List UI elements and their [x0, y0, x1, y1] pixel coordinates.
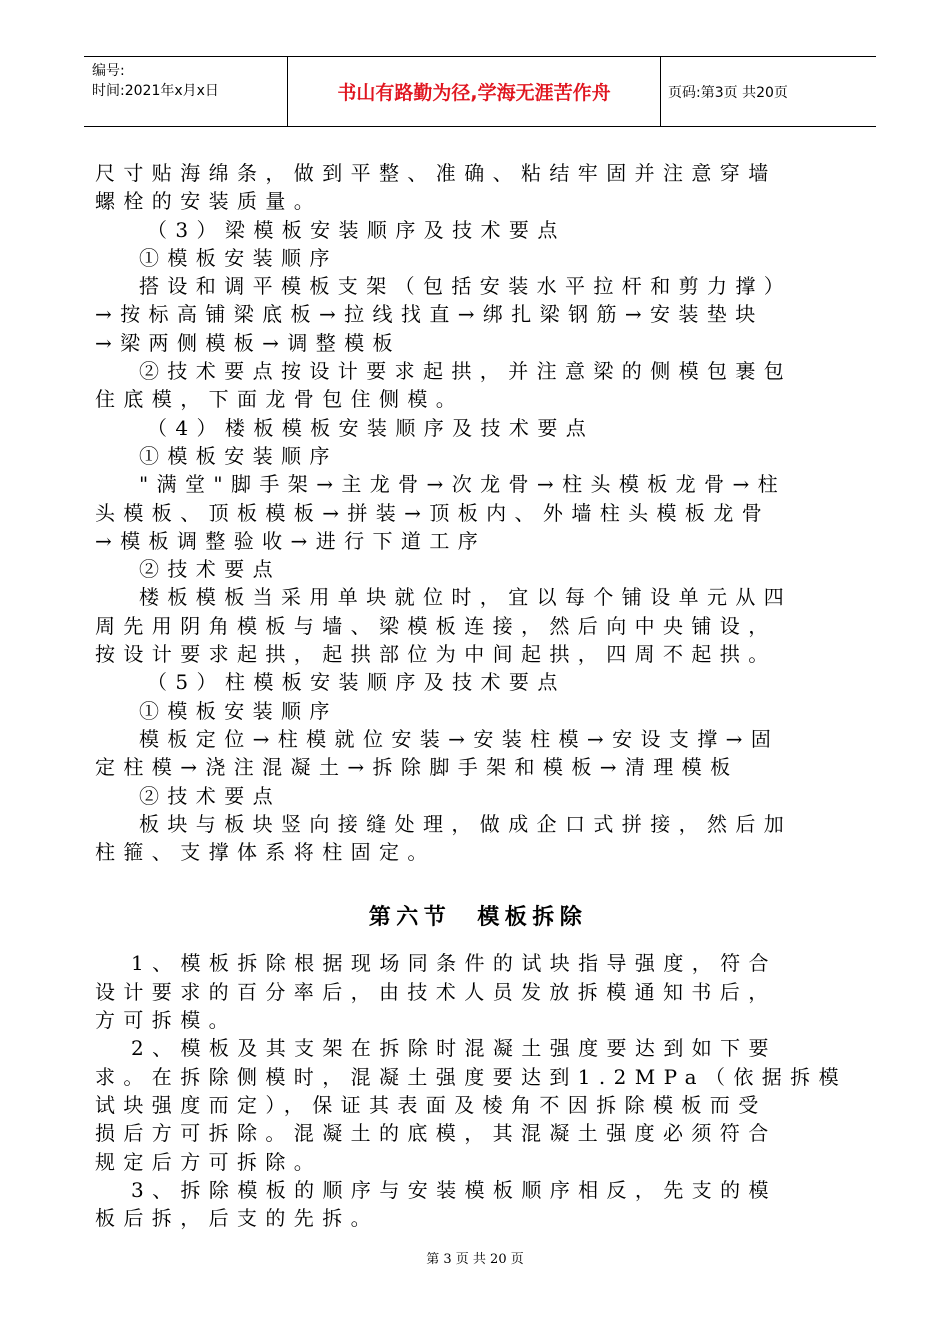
document-number-label: 编号:: [92, 63, 125, 79]
body-line: ①模板安装顺序: [139, 443, 338, 468]
body-line: 方可拆模。: [95, 1008, 237, 1033]
body-line: →模板调整验收→进行下道工序: [95, 528, 487, 553]
body-line: "满堂"脚手架→主龙骨→次龙骨→柱头模板龙骨→柱: [139, 472, 787, 497]
subsection-heading: （4）楼板模板安装顺序及技术要点: [147, 415, 595, 440]
page-header: [84, 56, 876, 127]
subsection-heading: （5）柱模板安装顺序及技术要点: [147, 670, 566, 695]
body-line: 搭设和调平模板支架（包括安装水平拉杆和剪力撑）: [139, 274, 793, 299]
body-line: 模板定位→柱模就位安装→安装柱模→安设支撑→固: [139, 726, 780, 751]
header-motto: 书山有路勤为径,学海无涯苦作舟: [287, 57, 661, 126]
body-line: 楼板模板当采用单块就位时，宜以每个铺设单元从四: [139, 585, 793, 610]
body-line: →按标高铺梁底板→拉线找直→绑扎梁钢筋→安装垫块: [95, 302, 764, 327]
body-line: ②技术要点按设计要求起拱，并注意梁的侧模包裹包: [139, 359, 793, 384]
body-line: 板块与板块竖向接缝处理，做成企口式拼接，然后加: [139, 811, 793, 836]
body-line: →梁两侧模板→调整模板: [95, 330, 401, 355]
body-line: 损后方可拆除。混凝土的底模，其混凝土强度必须符合: [95, 1121, 777, 1146]
page-footer: 第 3 页 共 20 页: [426, 1252, 524, 1267]
body-line: 3、拆除模板的顺序与安装模板顺序相反，先支的模: [131, 1177, 777, 1202]
body-line: 规定后方可拆除。: [95, 1149, 323, 1174]
body-line: 设计要求的百分率后，由技术人员发放拆模通知书后，: [95, 979, 777, 1004]
body-line: 周先用阴角模板与墙、梁模板连接，然后向中央铺设，: [95, 613, 777, 638]
body-line: 2、模板及其支架在拆除时混凝土强度要达到如下要: [131, 1036, 777, 1061]
body-line: 1、模板拆除根据现场同条件的试块指导强度，符合: [131, 951, 777, 976]
document-body: [95, 159, 861, 1232]
section-number: 第六节: [368, 905, 452, 931]
header-meta: [92, 61, 282, 101]
body-line: 柱箍、支撑体系将柱固定。: [95, 840, 436, 865]
body-line: 按设计要求起拱，起拱部位为中间起拱，四周不起拱。: [95, 642, 777, 667]
body-line: 住底模，下面龙骨包住侧模。: [95, 387, 465, 412]
body-line: 螺栓的安装质量。: [95, 189, 323, 214]
body-line: ②技术要点: [139, 783, 281, 808]
body-line: 尺寸贴海绵条，做到平整、准确、粘结牢固并注意穿墙: [95, 161, 777, 185]
body-line: ②技术要点: [139, 557, 281, 582]
body-line: 试块强度而定），保证其表面及棱角不因拆除模板而受: [95, 1092, 767, 1117]
subsection-heading: （3）梁模板安装顺序及技术要点: [147, 217, 566, 242]
body-line: ①模板安装顺序: [139, 245, 338, 270]
body-line: 头模板、顶板模板→拼装→顶板内、外墙柱头模板龙骨: [95, 500, 771, 525]
body-line: 求。在拆除侧模时，混凝土强度要达到1.2MPa（依据拆模: [95, 1064, 847, 1089]
document-time-label: 时间:2021年x月x日: [92, 83, 219, 99]
section-name: 模板拆除: [477, 905, 588, 931]
header-page-info: 页码:第3页 共20页: [668, 84, 788, 101]
body-line: ①模板安装顺序: [139, 698, 338, 723]
body-line: 板后拆，后支的先拆。: [95, 1206, 379, 1231]
body-line: 定柱模→浇注混凝土→拆除脚手架和模板→清理模板: [95, 755, 739, 780]
section-title: [95, 900, 861, 931]
